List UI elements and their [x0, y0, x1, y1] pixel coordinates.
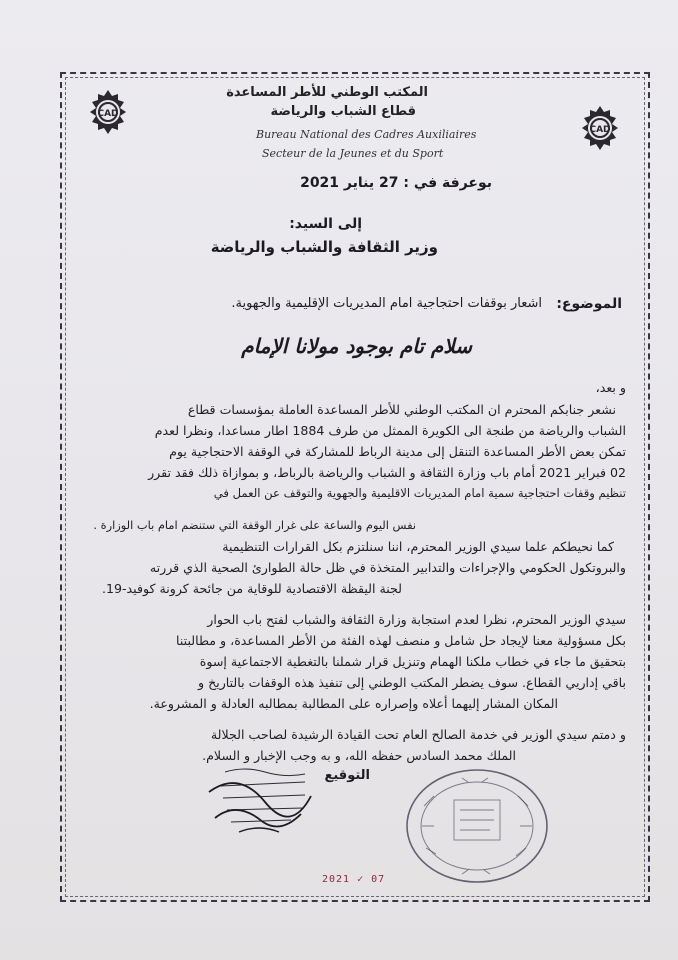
emblem-logo-right — [578, 104, 622, 152]
body-line: نشعر جنابكم المحترم ان المكتب الوطني للأطر المساعدة العاملة بمؤسسات قطاع — [187, 402, 616, 417]
body-line: الشباب والرياضة من طنجة الى الكويرة الممثل من طرف 1884 اطار مساعدا، ونظرا لعدم — [154, 423, 626, 438]
emblem-logo-left — [86, 88, 130, 136]
signature-stamp — [205, 762, 315, 852]
footer-date-stamp: 2021 ✓ 07 — [322, 874, 386, 885]
body-line: بتحقيق ما جاء في خطاب ملكنا الهمام وتنزيل قرار شملنا بالتغطية الاجتماعية إسوة — [199, 654, 626, 669]
body-line: نفس اليوم والساعة على غرار الوقفة التي ستنضم امام باب الوزارة . — [93, 518, 416, 532]
svg-text:CAD: CAD — [97, 109, 119, 119]
body-line: المكان المشار إليهما أعلاه وإصراره على المطالبة بمطالبه العادلة و المشروعة. — [149, 696, 558, 711]
body-line: 02 فبراير 2021 أمام باب وزارة الثقافة و الشباب والرياضة بالرباط، و بموازاة ذلك فقد تقرر — [148, 465, 626, 480]
svg-text:CAD: CAD — [589, 125, 611, 135]
body-line: تنظيم وقفات احتجاجية سمية امام المديريات الاقليمية والجهوية والتوقف عن العمل في — [213, 486, 626, 500]
body-line: بكل مسؤولية معنا لإيجاد حل شامل و منصف لهذه الفئة من الأطر المساعدة، و مطالبتنا — [176, 633, 626, 648]
header-sector-ar: قطاع الشباب والرياضة — [270, 104, 416, 119]
body-line: باقي إداريي القطاع. سوف يضطر المكتب الوطني إلى تنفيذ هذه الوقفات بالتاريخ و — [197, 675, 626, 690]
official-round-stamp — [402, 766, 552, 886]
addressee-line-2: وزير الثقافة والشباب والرياضة — [210, 238, 438, 256]
header-org-name-fr: Bureau National des Cadres Auxiliaires — [256, 128, 477, 141]
document-date: بوعرفة في : 27 يناير 2021 — [300, 175, 492, 191]
body-line: تمكن بعض الأطر المساعدة التنقل إلى مدينة الرباط للمشاركة في الوقفة الاحتجاجية يوم — [169, 444, 626, 459]
greeting: سلام تام بوجود مولانا الإمام — [241, 334, 472, 358]
body-line: والبروتكول الحكومي والإجراءات والتدابير المتخذة في ظل حالة الطوارئ الصحية الذي قررته — [149, 560, 626, 575]
signature-label: التوقيع — [324, 768, 370, 783]
subject-text: اشعار بوقفات احتجاجية امام المديريات الإقليمية والجهوية. — [231, 296, 542, 311]
header-org-name-ar: المكتب الوطني للأطر المساعدة — [226, 85, 428, 100]
addressee-line-1: إلى السيد: — [289, 216, 362, 232]
body-line: و دمتم سيدي الوزير في خدمة الصالح العام تحت القيادة الرشيدة لصاحب الجلالة — [210, 727, 626, 742]
opening-phrase: و بعد، — [595, 380, 626, 395]
body-line: كما نحيطكم علما سيدي الوزير المحترم، اننا سنلتزم بكل القرارات التنظيمية — [222, 539, 614, 554]
subject-label: الموضوع: — [556, 296, 622, 312]
body-line: الملك محمد السادس حفظه الله، و به وجب الإخبار و السلام. — [202, 748, 516, 763]
body-line: لجنة اليقظة الاقتصادية للوقاية من جائحة كرونة كوفيد-19. — [101, 581, 402, 596]
header-sector-fr: Secteur de la Jeunes et du Sport — [262, 147, 444, 160]
body-line: سيدي الوزير المحترم، نظرا لعدم استجابة وزارة الثقافة والشباب لفتح باب الحوار — [207, 612, 626, 627]
